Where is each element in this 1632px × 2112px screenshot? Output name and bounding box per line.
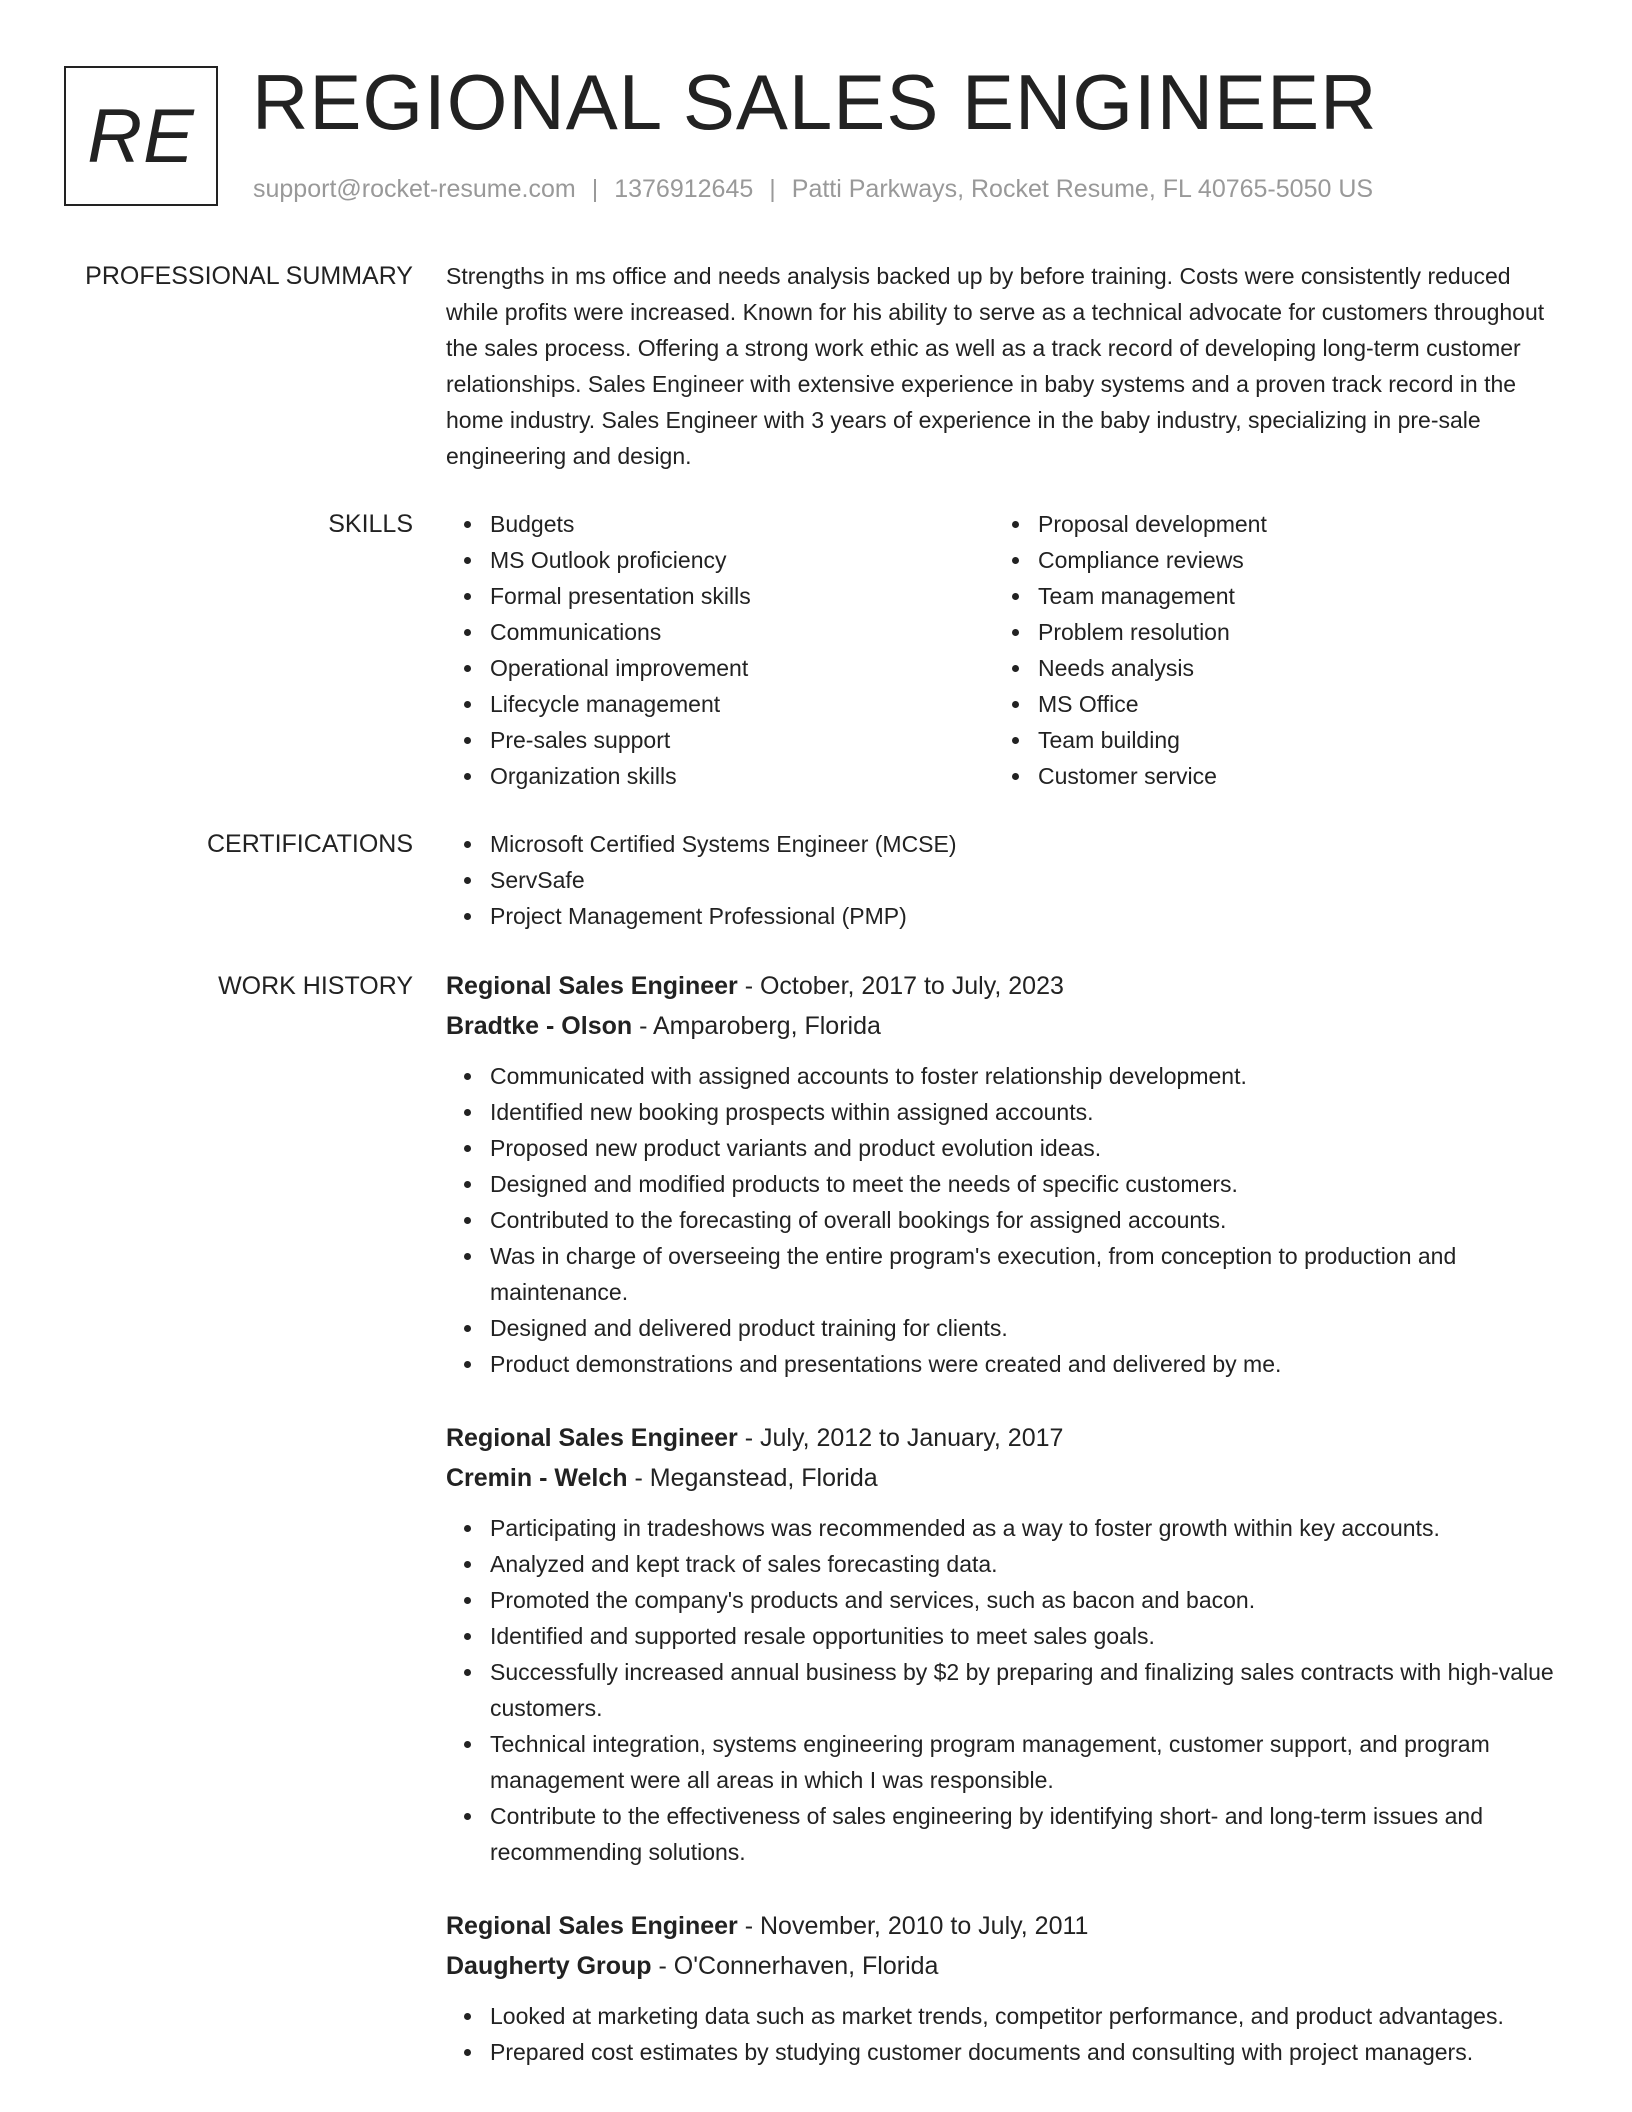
job-bullet-item: Product demonstrations and presentations were created and delivered by me. <box>490 1346 1566 1382</box>
skill-item: Communications <box>490 614 994 650</box>
section-label-summary: PROFESSIONAL SUMMARY <box>85 262 413 290</box>
certification-item: ServSafe <box>490 862 1566 898</box>
skills-body <box>446 506 1566 794</box>
job-bullet-item: Technical integration, systems engineering program management, customer support, and program management were all areas in which I was responsible. <box>490 1726 1566 1798</box>
job-location: O'Connerhaven, Florida <box>673 1952 939 1980</box>
skills-column-left <box>446 506 994 794</box>
job-company-line <box>446 1458 1566 1498</box>
contact-separator: | <box>591 175 599 203</box>
job-bullets <box>446 1510 1566 1870</box>
job-bullet-item: Designed and delivered product training for clients. <box>490 1310 1566 1346</box>
job-dates: November, 2010 to July, 2011 <box>759 1912 1089 1940</box>
skill-item: Budgets <box>490 506 994 542</box>
contact-phone[interactable]: 1376912645 <box>614 175 754 203</box>
job-bullet-item: Communicated with assigned accounts to foster relationship development. <box>490 1058 1566 1094</box>
skill-item: Organization skills <box>490 758 994 794</box>
job-dash: - <box>627 1464 650 1492</box>
job-entry <box>446 1418 1566 1870</box>
skill-item: Needs analysis <box>1038 650 1542 686</box>
job-entry <box>446 1906 1566 2070</box>
section-label-certifications: CERTIFICATIONS <box>206 830 413 858</box>
job-title-line <box>446 1418 1566 1458</box>
job-bullet-item: Analyzed and kept track of sales forecasting data. <box>490 1546 1566 1582</box>
job-bullet-item: Participating in tradeshows was recommended as a way to foster growth within key accounts. <box>490 1510 1566 1546</box>
job-company: Bradtke - Olson <box>446 1012 633 1040</box>
job-title: Regional Sales Engineer <box>446 1424 738 1452</box>
job-bullet-item: Designed and modified products to meet the needs of specific customers. <box>490 1166 1566 1202</box>
monogram-logo: RE <box>64 66 218 206</box>
certification-item: Microsoft Certified Systems Engineer (MCSE) <box>490 826 1566 862</box>
job-bullets <box>446 1998 1566 2070</box>
skill-item: Problem resolution <box>1038 614 1542 650</box>
job-title-line <box>446 966 1566 1006</box>
job-title: Regional Sales Engineer <box>446 1912 738 1940</box>
contact-line <box>253 172 1373 206</box>
job-bullet-item: Successfully increased annual business by $2 by preparing and finalizing sales contracts with high-value customers. <box>490 1654 1566 1726</box>
skills-list-right <box>994 506 1542 794</box>
contact-separator: | <box>769 175 776 203</box>
job-dash: - <box>737 1424 760 1452</box>
job-bullets <box>446 1058 1566 1382</box>
job-company: Cremin - Welch <box>446 1464 628 1492</box>
job-bullet-item: Proposed new product variants and product evolution ideas. <box>490 1130 1566 1166</box>
certification-item: Project Management Professional (PMP) <box>490 898 1566 934</box>
job-bullet-item: Contributed to the forecasting of overall bookings for assigned accounts. <box>490 1202 1566 1238</box>
job-bullet-item: Looked at marketing data such as market trends, competitor performance, and product advantages. <box>490 1998 1566 2034</box>
job-dash: - <box>651 1952 674 1980</box>
job-location: Amparoberg, Florida <box>653 1012 881 1040</box>
job-entry <box>446 966 1566 1382</box>
skills-list-left <box>446 506 994 794</box>
summary-body <box>446 258 1566 474</box>
certifications-list <box>446 826 1566 934</box>
job-bullet-item: Prepared cost estimates by studying customer documents and consulting with project managers. <box>490 2034 1566 2070</box>
page-title: REGIONAL SALES ENGINEER <box>252 58 1378 146</box>
job-location: Meganstead, Florida <box>649 1464 878 1492</box>
skill-item: Lifecycle management <box>490 686 994 722</box>
contact-address: Patti Parkways, Rocket Resume, FL 40765-5050 US <box>791 175 1374 203</box>
job-bullet-item: Contribute to the effectiveness of sales engineering by identifying short- and long-term issues and recommending solutions. <box>490 1798 1566 1870</box>
job-company-line <box>446 1006 1566 1046</box>
job-dates: October, 2017 to July, 2023 <box>759 972 1064 1000</box>
skills-column-right <box>994 506 1542 794</box>
job-bullet-item: Identified new booking prospects within assigned accounts. <box>490 1094 1566 1130</box>
job-bullet-item: Promoted the company's products and services, such as bacon and bacon. <box>490 1582 1566 1618</box>
certifications-body <box>446 826 1566 934</box>
job-company-line <box>446 1946 1566 1986</box>
job-company: Daugherty Group <box>446 1952 652 1980</box>
summary-text: Strengths in ms office and needs analysis backed up by before training. Costs were consistently reduced while profits were increased. Known for his ability to serve as a technical advocate for customers throughout the sales process. Offering a strong work ethic as well as a track record of developing long-term customer relationships. Sales Engineer with extensive experience in baby systems and a proven track record in the home industry. Sales Engineer with 3 years of experience in the baby industry, specializing in pre-sale engineering and design. <box>446 263 1545 469</box>
skill-item: Customer service <box>1038 758 1542 794</box>
skill-item: Operational improvement <box>490 650 994 686</box>
job-bullet-item: Was in charge of overseeing the entire program's execution, from conception to production and maintenance. <box>490 1238 1566 1310</box>
skill-item: Formal presentation skills <box>490 578 994 614</box>
section-label-work-history: WORK HISTORY <box>218 972 413 1000</box>
job-bullet-item: Identified and supported resale opportunities to meet sales goals. <box>490 1618 1566 1654</box>
job-dash: - <box>632 1012 653 1040</box>
job-title: Regional Sales Engineer <box>446 972 738 1000</box>
job-dash: - <box>737 1912 760 1940</box>
section-label-skills: SKILLS <box>328 510 413 538</box>
job-dash: - <box>737 972 760 1000</box>
skill-item: Pre-sales support <box>490 722 994 758</box>
skill-item: MS Office <box>1038 686 1542 722</box>
skill-item: Team management <box>1038 578 1542 614</box>
skill-item: Proposal development <box>1038 506 1542 542</box>
contact-email[interactable]: support@rocket-resume.com <box>253 175 576 203</box>
job-title-line <box>446 1906 1566 1946</box>
job-dates: July, 2012 to January, 2017 <box>759 1424 1064 1452</box>
skill-item: MS Outlook proficiency <box>490 542 994 578</box>
skill-item: Compliance reviews <box>1038 542 1542 578</box>
skill-item: Team building <box>1038 722 1542 758</box>
